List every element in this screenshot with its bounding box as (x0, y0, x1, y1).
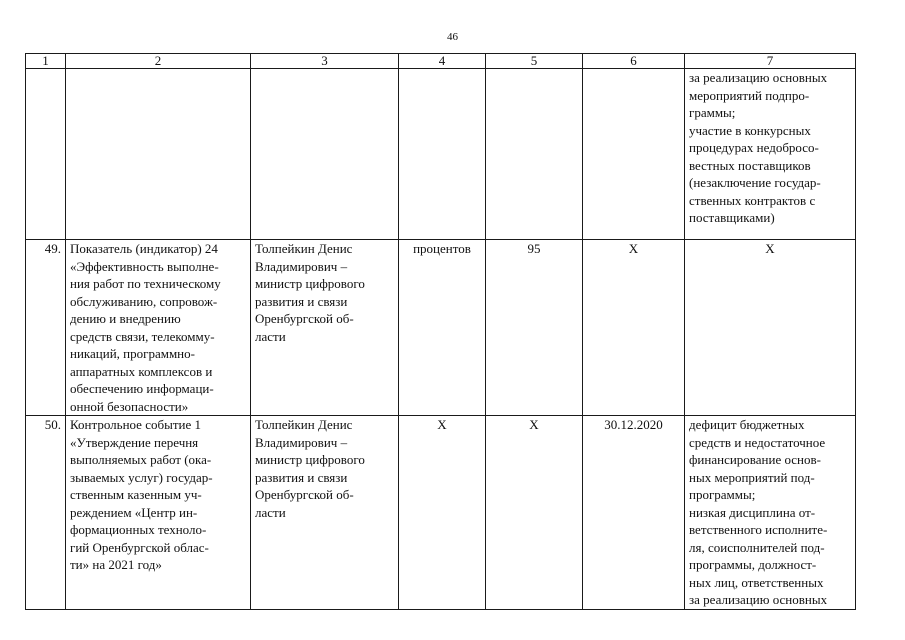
column-header-3: 3 (251, 54, 399, 69)
row-number: 49. (26, 240, 66, 416)
column-header-5: 5 (486, 54, 583, 69)
plan-table (25, 53, 856, 610)
date-cell: Х (583, 240, 685, 416)
unit-cell (399, 69, 486, 240)
table-row (26, 69, 856, 240)
date-cell (583, 69, 685, 240)
column-number-row (26, 54, 856, 69)
unit-cell: процентов (399, 240, 486, 416)
item-name: Контрольное событие 1 «Утверждение перечня выполняемых работ (ока- зываемых услуг) государ- ственным казенным уч- реждением «Центр ин- формационных техноло- гий Оренбургской облас- ти» на 2021 год» (66, 416, 251, 610)
row-number: 50. (26, 416, 66, 610)
responsible-person: Толпейкин Денис Владимирович – министр цифрового развития и связи Оренбургской об- ласти (251, 240, 399, 416)
table-row (26, 240, 856, 416)
column-header-1: 1 (26, 54, 66, 69)
page-number: 46 (447, 31, 458, 43)
value-cell: 95 (486, 240, 583, 416)
risks-cell: дефицит бюджетных средств и недостаточное финансирование основ- ных мероприятий под- программы; низкая дисциплина от- ветственного исполните- ля, соисполнителей под- программы, должност- ных лиц, ответственных за реализацию основных (685, 416, 856, 610)
date-cell: 30.12.2020 (583, 416, 685, 610)
item-name: Показатель (индикатор) 24 «Эффективность выполне- ния работ по техническому обслуживанию, сопровож- дению и внедрению средств связи, телекомму- никаций, программно- аппаратных комплексов и обеспечению информаци- онной безопасности» (66, 240, 251, 416)
responsible-person: Толпейкин Денис Владимирович – министр цифрового развития и связи Оренбургской об- ласти (251, 416, 399, 610)
row-number (26, 69, 66, 240)
column-header-7: 7 (685, 54, 856, 69)
column-header-2: 2 (66, 54, 251, 69)
risks-cell: Х (685, 240, 856, 416)
item-name (66, 69, 251, 240)
column-header-4: 4 (399, 54, 486, 69)
risks-cell: за реализацию основных мероприятий подпро- граммы; участие в конкурсных процедурах недобросо- вестных поставщиков (незаключение государ- ственных контрактов с поставщиками) (685, 69, 856, 240)
responsible-person (251, 69, 399, 240)
table-row (26, 416, 856, 610)
value-cell (486, 69, 583, 240)
unit-cell: Х (399, 416, 486, 610)
value-cell: Х (486, 416, 583, 610)
column-header-6: 6 (583, 54, 685, 69)
